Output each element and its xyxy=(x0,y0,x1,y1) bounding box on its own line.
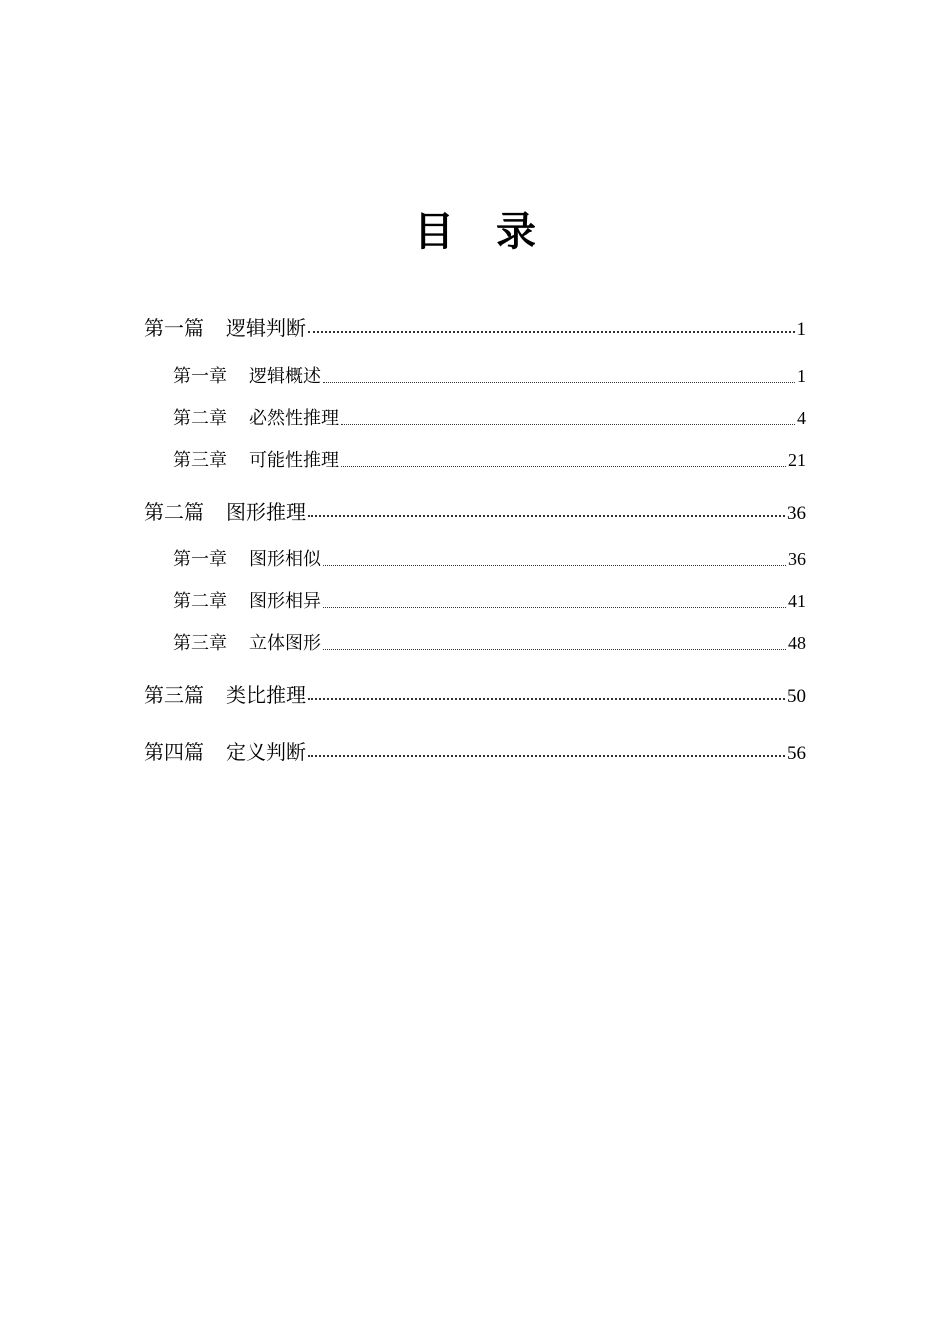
toc-page-number: 48 xyxy=(788,633,806,653)
dot-leader xyxy=(323,606,786,608)
dot-leader xyxy=(308,330,795,333)
dot-leader xyxy=(308,697,785,700)
toc-page-number: 1 xyxy=(796,319,806,340)
toc-page-number: 21 xyxy=(788,450,806,470)
toc-chapter-name: 必然性推理 xyxy=(249,408,339,429)
toc-part-name: 类比推理 xyxy=(226,683,306,707)
toc-part-label: 第四篇 xyxy=(144,740,204,764)
toc-part-name: 逻辑判断 xyxy=(226,316,306,340)
toc-chapter-2-2[interactable] xyxy=(173,587,806,613)
toc-part-2[interactable] xyxy=(144,496,806,525)
dot-leader xyxy=(341,465,786,467)
toc-page-number: 41 xyxy=(788,591,806,611)
toc-chapter-label: 第三章 xyxy=(173,450,227,471)
dot-leader xyxy=(341,423,795,425)
toc-chapter-1-2[interactable] xyxy=(173,404,806,430)
toc-page-number: 4 xyxy=(797,408,806,428)
toc-chapter-name: 图形相异 xyxy=(249,591,321,612)
dot-leader xyxy=(308,754,785,757)
dot-leader xyxy=(323,648,786,650)
toc-chapter-name: 图形相似 xyxy=(249,549,321,570)
toc-chapter-label: 第二章 xyxy=(173,591,227,612)
toc-chapter-label: 第一章 xyxy=(173,366,227,387)
toc-chapter-2-1[interactable] xyxy=(173,545,806,571)
toc-chapter-name: 立体图形 xyxy=(249,633,321,654)
toc-page-number: 36 xyxy=(787,503,806,524)
toc-part-name: 定义判断 xyxy=(226,740,306,764)
toc-page-number: 1 xyxy=(797,366,806,386)
toc-part-3[interactable] xyxy=(144,679,806,708)
dot-leader xyxy=(323,381,795,383)
toc-chapter-name: 逻辑概述 xyxy=(249,366,321,387)
toc-chapter-label: 第一章 xyxy=(173,549,227,570)
toc-part-name: 图形推理 xyxy=(226,500,306,524)
toc-part-label: 第一篇 xyxy=(144,316,204,340)
dot-leader xyxy=(308,514,785,517)
page-title xyxy=(0,200,950,257)
toc-page-number: 56 xyxy=(787,743,806,764)
toc-page-number: 36 xyxy=(788,549,806,569)
toc-chapter-label: 第二章 xyxy=(173,408,227,429)
toc-page-number: 50 xyxy=(787,686,806,707)
toc-part-1[interactable] xyxy=(144,312,806,341)
toc-chapter-name: 可能性推理 xyxy=(249,450,339,471)
title-char-1: 目 xyxy=(414,209,454,255)
toc-chapter-1-3[interactable] xyxy=(173,446,806,472)
toc-chapter-1-1[interactable] xyxy=(173,362,806,388)
toc-part-4[interactable] xyxy=(144,736,806,765)
title-char-2: 录 xyxy=(496,209,536,255)
toc-chapter-label: 第三章 xyxy=(173,633,227,654)
toc-part-label: 第三篇 xyxy=(144,683,204,707)
toc-part-label: 第二篇 xyxy=(144,500,204,524)
toc-chapter-2-3[interactable] xyxy=(173,629,806,655)
dot-leader xyxy=(323,564,786,566)
